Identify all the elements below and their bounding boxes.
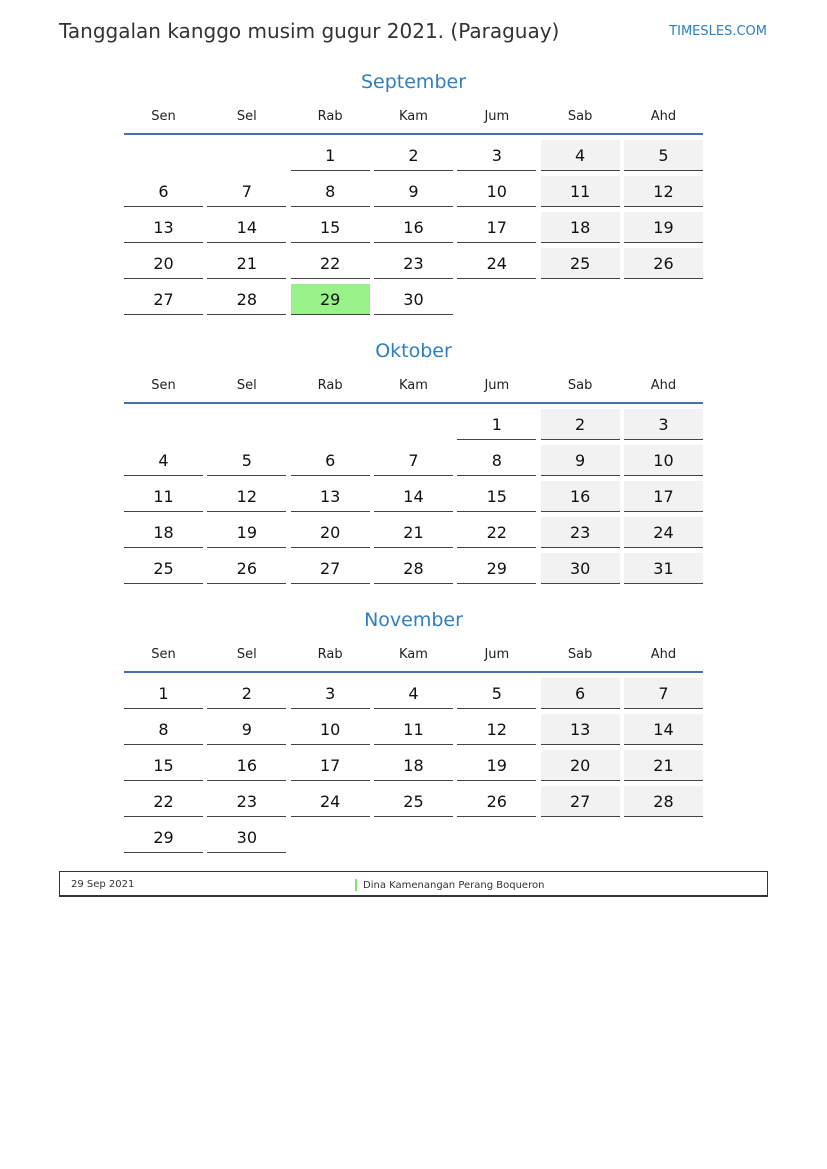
day-cell: 20 bbox=[291, 517, 370, 548]
day-cell: 29 bbox=[124, 822, 203, 853]
weekday-label: Jum bbox=[484, 647, 510, 662]
weekday-label: Ahd bbox=[650, 647, 677, 662]
day-cell: 9 bbox=[541, 445, 620, 476]
weeks bbox=[124, 678, 703, 853]
day-cell: 24 bbox=[291, 786, 370, 817]
weekday-label: Sab bbox=[567, 378, 593, 393]
day-cell: 4 bbox=[541, 140, 620, 171]
empty-cell bbox=[457, 284, 536, 315]
weekday-label: Ahd bbox=[650, 109, 677, 124]
week-row bbox=[124, 248, 703, 279]
empty-cell bbox=[124, 140, 203, 171]
empty-cell bbox=[541, 822, 620, 853]
day-cell: 18 bbox=[124, 517, 203, 548]
day-cell: 18 bbox=[541, 212, 620, 243]
day-cell: 12 bbox=[624, 176, 703, 207]
day-cell: 28 bbox=[207, 284, 286, 315]
day-cell: 3 bbox=[457, 140, 536, 171]
day-cell: 25 bbox=[374, 786, 453, 817]
day-cell: 12 bbox=[207, 481, 286, 512]
day-cell: 3 bbox=[291, 678, 370, 709]
day-cell: 28 bbox=[374, 553, 453, 584]
day-cell: 8 bbox=[124, 714, 203, 745]
day-cell: 4 bbox=[124, 445, 203, 476]
day-cell: 7 bbox=[374, 445, 453, 476]
day-cell: 8 bbox=[291, 176, 370, 207]
day-cell: 16 bbox=[207, 750, 286, 781]
weeks bbox=[124, 409, 703, 584]
day-cell: 6 bbox=[124, 176, 203, 207]
empty-cell bbox=[207, 409, 286, 440]
page-title: Tanggalan kanggo musim gugur 2021. (Paraguay) bbox=[59, 19, 560, 43]
weekday-label: Jum bbox=[484, 378, 510, 393]
day-cell: 11 bbox=[374, 714, 453, 745]
day-cell: 1 bbox=[457, 409, 536, 440]
day-cell: 9 bbox=[374, 176, 453, 207]
week-row bbox=[124, 714, 703, 745]
week-row bbox=[124, 445, 703, 476]
day-cell: 26 bbox=[207, 553, 286, 584]
week-row bbox=[124, 553, 703, 584]
day-cell: 3 bbox=[624, 409, 703, 440]
weekday-label: Rab bbox=[317, 378, 343, 393]
events-footer bbox=[59, 871, 768, 897]
month-name: Oktober bbox=[375, 340, 452, 362]
day-cell: 12 bbox=[457, 714, 536, 745]
empty-cell bbox=[374, 822, 453, 853]
day-cell: 10 bbox=[291, 714, 370, 745]
weekday-label: Sen bbox=[151, 109, 176, 124]
footer-event-label: Dina Kamenangan Perang Boqueron bbox=[363, 879, 545, 891]
weekday-label: Kam bbox=[399, 378, 428, 393]
weekday-label: Sel bbox=[236, 647, 257, 662]
day-cell: 27 bbox=[541, 786, 620, 817]
day-cell: 15 bbox=[124, 750, 203, 781]
day-cell: 5 bbox=[457, 678, 536, 709]
weekday-label: Sab bbox=[567, 647, 593, 662]
week-row bbox=[124, 140, 703, 171]
day-cell: 24 bbox=[624, 517, 703, 548]
day-cell: 7 bbox=[624, 678, 703, 709]
day-cell: 23 bbox=[374, 248, 453, 279]
weekday-header bbox=[124, 638, 703, 673]
day-cell: 30 bbox=[207, 822, 286, 853]
month-november bbox=[124, 606, 703, 858]
month-oktober bbox=[124, 337, 703, 589]
week-row bbox=[124, 678, 703, 709]
day-cell: 15 bbox=[291, 212, 370, 243]
day-cell: 10 bbox=[457, 176, 536, 207]
week-row bbox=[124, 822, 703, 853]
weekday-label: Jum bbox=[484, 109, 510, 124]
day-cell: 20 bbox=[541, 750, 620, 781]
empty-cell bbox=[457, 822, 536, 853]
empty-cell bbox=[541, 284, 620, 315]
day-cell: 21 bbox=[624, 750, 703, 781]
weeks bbox=[124, 140, 703, 315]
weekday-label: Sel bbox=[236, 378, 257, 393]
empty-cell bbox=[291, 822, 370, 853]
weekday-label: Sen bbox=[151, 647, 176, 662]
month-september bbox=[124, 68, 703, 320]
day-cell: 20 bbox=[124, 248, 203, 279]
day-cell: 13 bbox=[291, 481, 370, 512]
week-row bbox=[124, 409, 703, 440]
weekday-header bbox=[124, 369, 703, 404]
day-cell: 16 bbox=[541, 481, 620, 512]
day-cell: 14 bbox=[374, 481, 453, 512]
day-cell: 28 bbox=[624, 786, 703, 817]
weekday-label: Kam bbox=[399, 109, 428, 124]
weekday-label: Sel bbox=[236, 109, 257, 124]
day-cell: 5 bbox=[624, 140, 703, 171]
day-cell: 4 bbox=[374, 678, 453, 709]
day-cell: 22 bbox=[291, 248, 370, 279]
day-cell: 21 bbox=[374, 517, 453, 548]
day-cell: 18 bbox=[374, 750, 453, 781]
day-cell: 26 bbox=[624, 248, 703, 279]
day-cell: 6 bbox=[541, 678, 620, 709]
empty-cell bbox=[624, 822, 703, 853]
month-name: November bbox=[364, 609, 463, 631]
week-row bbox=[124, 517, 703, 548]
day-cell: 11 bbox=[541, 176, 620, 207]
event-marker-icon bbox=[355, 879, 357, 891]
day-cell: 26 bbox=[457, 786, 536, 817]
footer-date: 29 Sep 2021 bbox=[71, 879, 135, 890]
empty-cell bbox=[207, 140, 286, 171]
day-cell: 29 bbox=[457, 553, 536, 584]
week-row bbox=[124, 750, 703, 781]
day-cell: 2 bbox=[374, 140, 453, 171]
day-cell: 19 bbox=[624, 212, 703, 243]
day-cell: 14 bbox=[207, 212, 286, 243]
weekday-label: Rab bbox=[317, 109, 343, 124]
day-cell: 14 bbox=[624, 714, 703, 745]
day-cell: 30 bbox=[541, 553, 620, 584]
day-cell: 24 bbox=[457, 248, 536, 279]
day-cell: 11 bbox=[124, 481, 203, 512]
day-cell: 7 bbox=[207, 176, 286, 207]
day-cell: 29 bbox=[291, 284, 370, 315]
week-row bbox=[124, 284, 703, 315]
weekday-label: Sen bbox=[151, 378, 176, 393]
day-cell: 31 bbox=[624, 553, 703, 584]
day-cell: 27 bbox=[124, 284, 203, 315]
weekday-label: Ahd bbox=[650, 378, 677, 393]
site-link[interactable]: TIMESLES.COM bbox=[669, 24, 767, 39]
day-cell: 16 bbox=[374, 212, 453, 243]
day-cell: 27 bbox=[291, 553, 370, 584]
empty-cell bbox=[291, 409, 370, 440]
day-cell: 25 bbox=[124, 553, 203, 584]
day-cell: 17 bbox=[624, 481, 703, 512]
day-cell: 13 bbox=[541, 714, 620, 745]
weekday-label: Rab bbox=[317, 647, 343, 662]
day-cell: 25 bbox=[541, 248, 620, 279]
day-cell: 2 bbox=[541, 409, 620, 440]
day-cell: 1 bbox=[124, 678, 203, 709]
day-cell: 6 bbox=[291, 445, 370, 476]
day-cell: 1 bbox=[291, 140, 370, 171]
day-cell: 22 bbox=[457, 517, 536, 548]
week-row bbox=[124, 786, 703, 817]
day-cell: 21 bbox=[207, 248, 286, 279]
day-cell: 23 bbox=[207, 786, 286, 817]
day-cell: 2 bbox=[207, 678, 286, 709]
day-cell: 17 bbox=[457, 212, 536, 243]
day-cell: 15 bbox=[457, 481, 536, 512]
week-row bbox=[124, 176, 703, 207]
footer-event bbox=[355, 879, 544, 891]
month-name: September bbox=[360, 71, 467, 93]
week-row bbox=[124, 481, 703, 512]
day-cell: 9 bbox=[207, 714, 286, 745]
day-cell: 30 bbox=[374, 284, 453, 315]
day-cell: 19 bbox=[207, 517, 286, 548]
weekday-header bbox=[124, 100, 703, 135]
day-cell: 22 bbox=[124, 786, 203, 817]
week-row bbox=[124, 212, 703, 243]
day-cell: 10 bbox=[624, 445, 703, 476]
day-cell: 17 bbox=[291, 750, 370, 781]
weekday-label: Sab bbox=[567, 109, 593, 124]
day-cell: 19 bbox=[457, 750, 536, 781]
day-cell: 8 bbox=[457, 445, 536, 476]
day-cell: 23 bbox=[541, 517, 620, 548]
empty-cell bbox=[124, 409, 203, 440]
weekday-label: Kam bbox=[399, 647, 428, 662]
empty-cell bbox=[374, 409, 453, 440]
day-cell: 5 bbox=[207, 445, 286, 476]
day-cell: 13 bbox=[124, 212, 203, 243]
empty-cell bbox=[624, 284, 703, 315]
